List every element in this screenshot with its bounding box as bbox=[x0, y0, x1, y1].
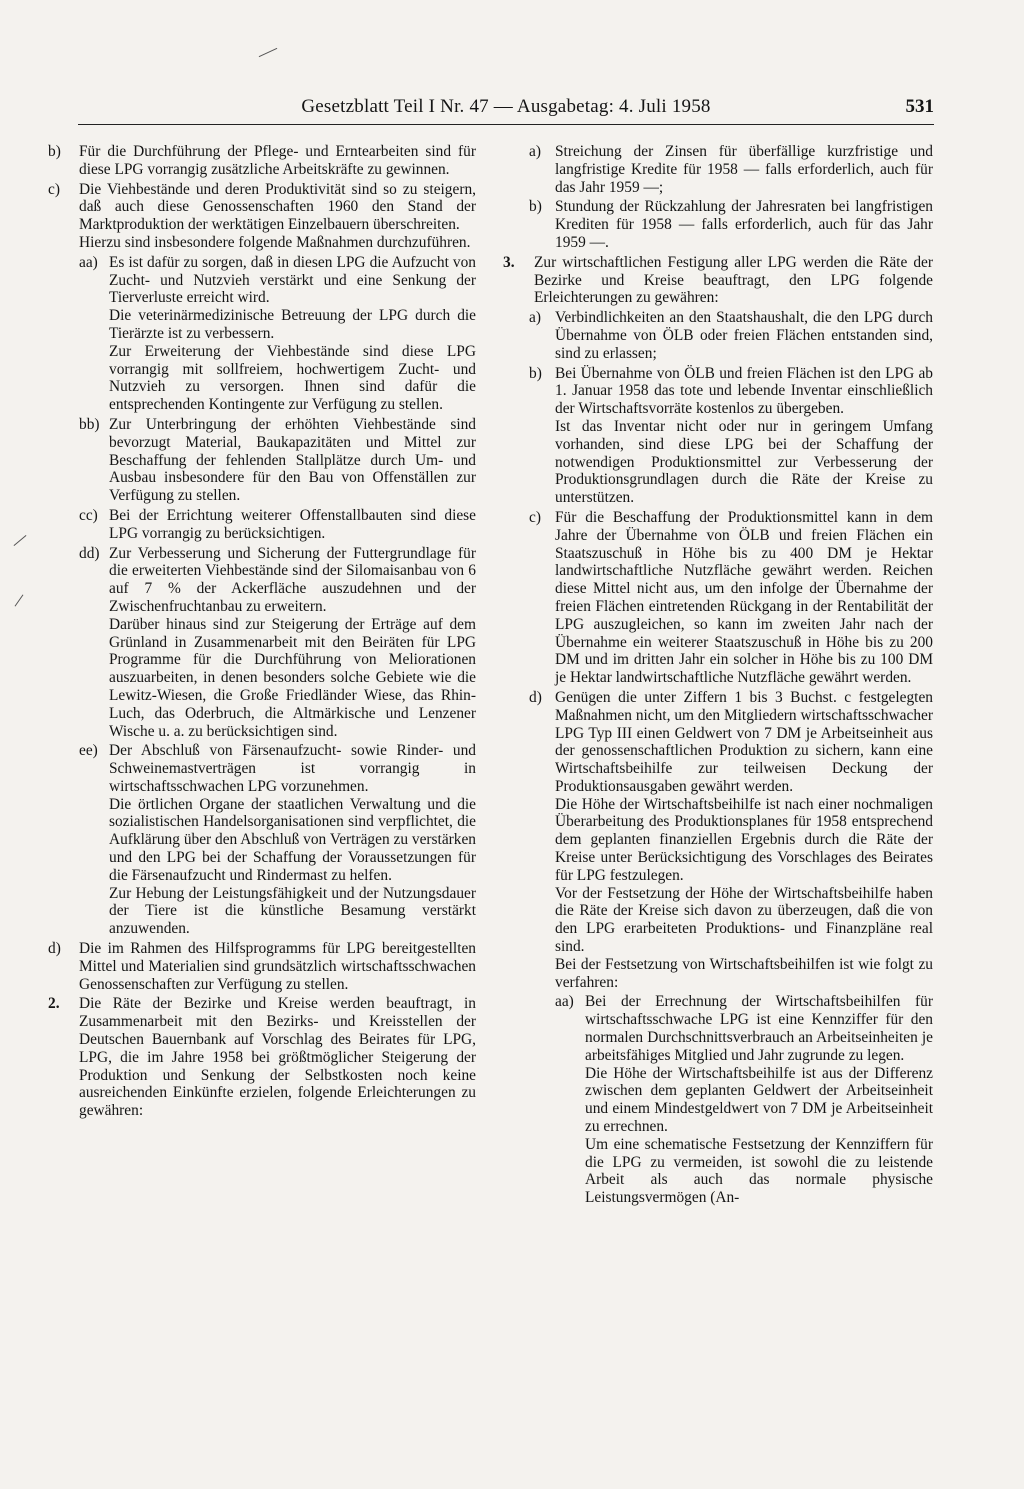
left-column bbox=[48, 143, 476, 1122]
item-marker: bb) bbox=[79, 415, 100, 433]
list-item bbox=[529, 689, 933, 992]
item-text: Bei der Errechnung der Wirtschaftsbeihilfen für wirtschaftsschwache LPG ist eine Kennziffer für den normalen Durchschnittsverbrauch an Arbeitseinheiten je arbeitsfähiges Mitglied und Jahr zugrunde zu legen. bbox=[585, 993, 933, 1064]
item-text: Hierzu sind insbesondere folgende Maßnahmen durchzuführen. bbox=[79, 233, 471, 251]
list-item bbox=[48, 143, 476, 179]
list-item bbox=[79, 545, 476, 741]
item-text: Zur Unterbringung der erhöhten Viehbestände sind bevorzugt Material, Baukapazitäten und Mittel zur Beschaffung der fehlenden Stallplätze durch Um- und Ausbau insbesondere für den Bau von Offenställen zur Verfügung zu stellen. bbox=[109, 415, 476, 505]
header-title: Gesetzblatt Teil I Nr. 47 — Ausgabetag: 4. Juli 1958 bbox=[301, 96, 711, 117]
item-text: Streichung der Zinsen für überfällige kurzfristige und langfristige Kredite für 1958 — falls erforderlich, auch für das Jahr 1959 —; bbox=[555, 143, 933, 196]
scan-mark bbox=[15, 594, 24, 606]
item-marker: b) bbox=[529, 364, 542, 382]
list-item bbox=[555, 993, 933, 1207]
item-text: Zur Erweiterung der Viehbestände sind diese LPG vorrangig mit sollfreiem, hochwertigem Zucht- und Nutzvieh zu versorgen. Ihnen sind dafür die entsprechenden Kontingente zur Verfügung zu stellen. bbox=[109, 342, 476, 414]
item-marker: ee) bbox=[79, 742, 98, 760]
page-header bbox=[78, 96, 934, 126]
right-column bbox=[503, 143, 933, 1209]
list-item bbox=[529, 365, 933, 507]
list-item bbox=[79, 507, 476, 543]
list-item bbox=[503, 254, 933, 307]
list-item bbox=[48, 181, 476, 252]
item-marker: cc) bbox=[79, 506, 98, 524]
item-marker: 3. bbox=[503, 253, 515, 271]
list-item bbox=[79, 416, 476, 505]
item-text: Verbindlichkeiten an den Staatshaushalt, die den LPG durch Übernahme von ÖLB oder freien Flächen entstanden sind, sind zu erlassen; bbox=[555, 309, 933, 362]
item-text: Die Räte der Bezirke und Kreise werden beauftragt, in Zusammenarbeit mit den Bezirks- und Kreisstellen der Deutschen Bauernbank auf Vorschlag des Beirates für LPG, LPG, die im Jahre 1958 bei größtmöglicher Steigerung der Produktion und Senkung der Selbstkosten noch keine ausreichenden Einkünfte erzielen, folgende Erleichterungen zu gewähren: bbox=[79, 995, 476, 1120]
item-text: Vor der Festsetzung der Höhe der Wirtschaftsbeihilfe haben die Räte der Kreise sich davon zu überzeugen, daß die von den LPG erarbeiteten Produktions- und Finanzpläne real sind. bbox=[555, 884, 933, 956]
item-text: Zur Hebung der Leistungsfähigkeit und der Nutzungsdauer der Tiere ist die künstliche Besamung verstärkt anzuwenden. bbox=[109, 884, 476, 938]
item-text: Zur wirtschaftlichen Festigung aller LPG werden die Räte der Bezirke und Kreise beauftragt, den LPG folgende Erleichterungen zu gewähren: bbox=[534, 253, 933, 307]
list-item bbox=[48, 940, 476, 993]
item-marker: b) bbox=[529, 198, 542, 216]
item-text: Es ist dafür zu sorgen, daß in diesen LPG die Aufzucht von Zucht- und Nutzvieh verstärkt und eine Senkung der Tierverluste erreicht wird. bbox=[109, 253, 476, 307]
item-text: Die Viehbestände und deren Produktivität sind so zu steigern, daß auch diese Genossenschaften 1960 den Stand der Marktproduktion der werktätigen Einzelbauern überschreiten. bbox=[79, 180, 476, 234]
item-marker: a) bbox=[529, 143, 541, 160]
list-item bbox=[79, 254, 476, 414]
item-marker: b) bbox=[48, 143, 61, 160]
item-marker: aa) bbox=[555, 993, 574, 1011]
item-text: Bei der Errichtung weiterer Offenstallbauten sind diese LPG vorrangig zu berücksichtigen. bbox=[109, 506, 476, 542]
list-item bbox=[529, 143, 933, 196]
list-item bbox=[79, 742, 476, 938]
item-marker: c) bbox=[48, 180, 60, 198]
item-text: Die Höhe der Wirtschaftsbeihilfe ist aus der Differenz zwischen dem geplanten Geldwert der Arbeitseinheit und einem Mindestgeldwert von 7 DM je Arbeitseinheit zu errechnen. bbox=[585, 1064, 933, 1136]
item-text: Die veterinärmedizinische Betreuung der LPG durch die Tierärzte ist zu verbessern. bbox=[109, 307, 476, 342]
page-number: 531 bbox=[905, 96, 934, 117]
item-text: Darüber hinaus sind zur Steigerung der Erträge auf dem Grünland in Zusammenarbeit mit den Beiräten für LPG Programme für die Durchführung von Meliorationen auszuarbeiten, in denen besonders solche Gebiete wie die Lewitz-Wiesen, die Große Friedländer Wiese, das Rhin-Luch, das Oderbruch, die Altmärkische und Lenzener Wische u. a. zu berücksichtigen sind. bbox=[109, 615, 476, 740]
item-text: Stundung der Rückzahlung der Jahresraten bei langfristigen Krediten für 1958 — falls erforderlich, auch für das Jahr 1959 —. bbox=[555, 198, 933, 251]
item-marker: a) bbox=[529, 309, 541, 327]
item-marker: aa) bbox=[79, 253, 98, 271]
item-marker: dd) bbox=[79, 544, 100, 562]
item-text: Bei der Festsetzung von Wirtschaftsbeihilfen ist wie folgt zu verfahren: bbox=[555, 955, 933, 991]
scan-mark bbox=[14, 535, 27, 546]
item-text: Der Abschluß von Färsenaufzucht- sowie Rinder- und Schweinemastverträgen ist vorrangig in wirtschaftsschwachen LPG vorzunehmen. bbox=[109, 742, 476, 795]
item-text: Um eine schematische Festsetzung der Kennziffern für die LPG zu vermeiden, ist sowohl die zu leistende Arbeit als auch das normale physische Leistungsvermögen (An- bbox=[585, 1135, 933, 1207]
item-text: Bei Übernahme von ÖLB und freien Flächen ist den LPG ab 1. Januar 1958 das tote und lebende Inventar einschließlich der Wirtschaftsvorräte kostenlos zu übergeben. bbox=[555, 364, 933, 418]
list-item bbox=[529, 309, 933, 362]
item-text: Die im Rahmen des Hilfsprogramms für LPG bereitgestellten Mittel und Materialien sind grundsätzlich wirtschaftsschwachen Genossenschaften zur Verfügung zu stellen. bbox=[79, 940, 476, 993]
item-marker: 2. bbox=[48, 995, 60, 1013]
item-marker: d) bbox=[48, 940, 61, 958]
header-rule bbox=[78, 124, 934, 125]
item-text: Die Höhe der Wirtschaftsbeihilfe ist nach einer nochmaligen Überarbeitung des Produktionsplanes für 1958 entsprechend dem geplanten finanziellen Ergebnis durch die Räte der Kreise unter Berücksichtigung des Vorschlages des Beirates für LPG festzulegen. bbox=[555, 795, 933, 884]
list-item bbox=[529, 509, 933, 687]
item-text: Ist das Inventar nicht oder nur in geringem Umfang vorhanden, sind diese LPG bei der Schaffung der notwendigen Produktionsmittel zur Verbesserung der Produktionsgrundlagen durch die Räte der Kreise zu unterstützen. bbox=[555, 417, 933, 507]
scan-mark bbox=[259, 48, 278, 57]
item-text: Zur Verbesserung und Sicherung der Futtergrundlage für die erweiterten Viehbestände sind der Silomaisanbau von 6 auf 7 % der Ackerfläche auszudehnen und der Zwischenfruchtanbau zu erweitern. bbox=[109, 544, 476, 615]
item-text: Für die Beschaffung der Produktionsmittel kann in dem Jahre der Übernahme von ÖLB und freien Flächen ein Staatszuschuß in Höhe bis zu 400 DM je Hektar landwirtschaftliche Nutzfläche gewährt werden. Reichen diese Mittel nicht aus, um den infolge der Übernahme der freien Flächen eintretenden Rückgang in der Rentabilität der LPG auszugleichen, so kann im zweiten Jahr nach der Übernahme ein weiterer Staatszuschuß in Höhe bis zu 200 DM und im dritten Jahr ein solcher in Höhe bis zu 100 DM je Hektar landwirtschaftliche Nutzfläche gewährt werden. bbox=[555, 508, 933, 687]
item-marker: d) bbox=[529, 688, 542, 706]
item-text: Genügen die unter Ziffern 1 bis 3 Buchst. c festgelegten Maßnahmen nicht, um den Mitgliedern wirtschaftsschwacher LPG Typ III einen Geldwert von 7 DM je Arbeitseinheit aus der genossenschaftlichen Produktion zu sichern, kann eine Wirtschaftsbeihilfe zur teilweisen Deckung der Produktionsausgaben gewährt werden. bbox=[555, 688, 933, 795]
item-text: Die örtlichen Organe der staatlichen Verwaltung und die sozialistischen Handelsorganisationen sind verpflichtet, die Aufklärung über den Abschluß von Verträgen zu verstärken und den LPG bei der Schaffung der Voraussetzungen für die Färsenaufzucht und Rindermast zu helfen. bbox=[109, 795, 476, 884]
item-marker: c) bbox=[529, 508, 541, 526]
list-item bbox=[529, 198, 933, 251]
list-item bbox=[48, 995, 476, 1120]
item-text: Für die Durchführung der Pflege- und Erntearbeiten sind für diese LPG vorrangig zusätzliche Arbeitskräfte zu gewinnen. bbox=[79, 143, 476, 178]
